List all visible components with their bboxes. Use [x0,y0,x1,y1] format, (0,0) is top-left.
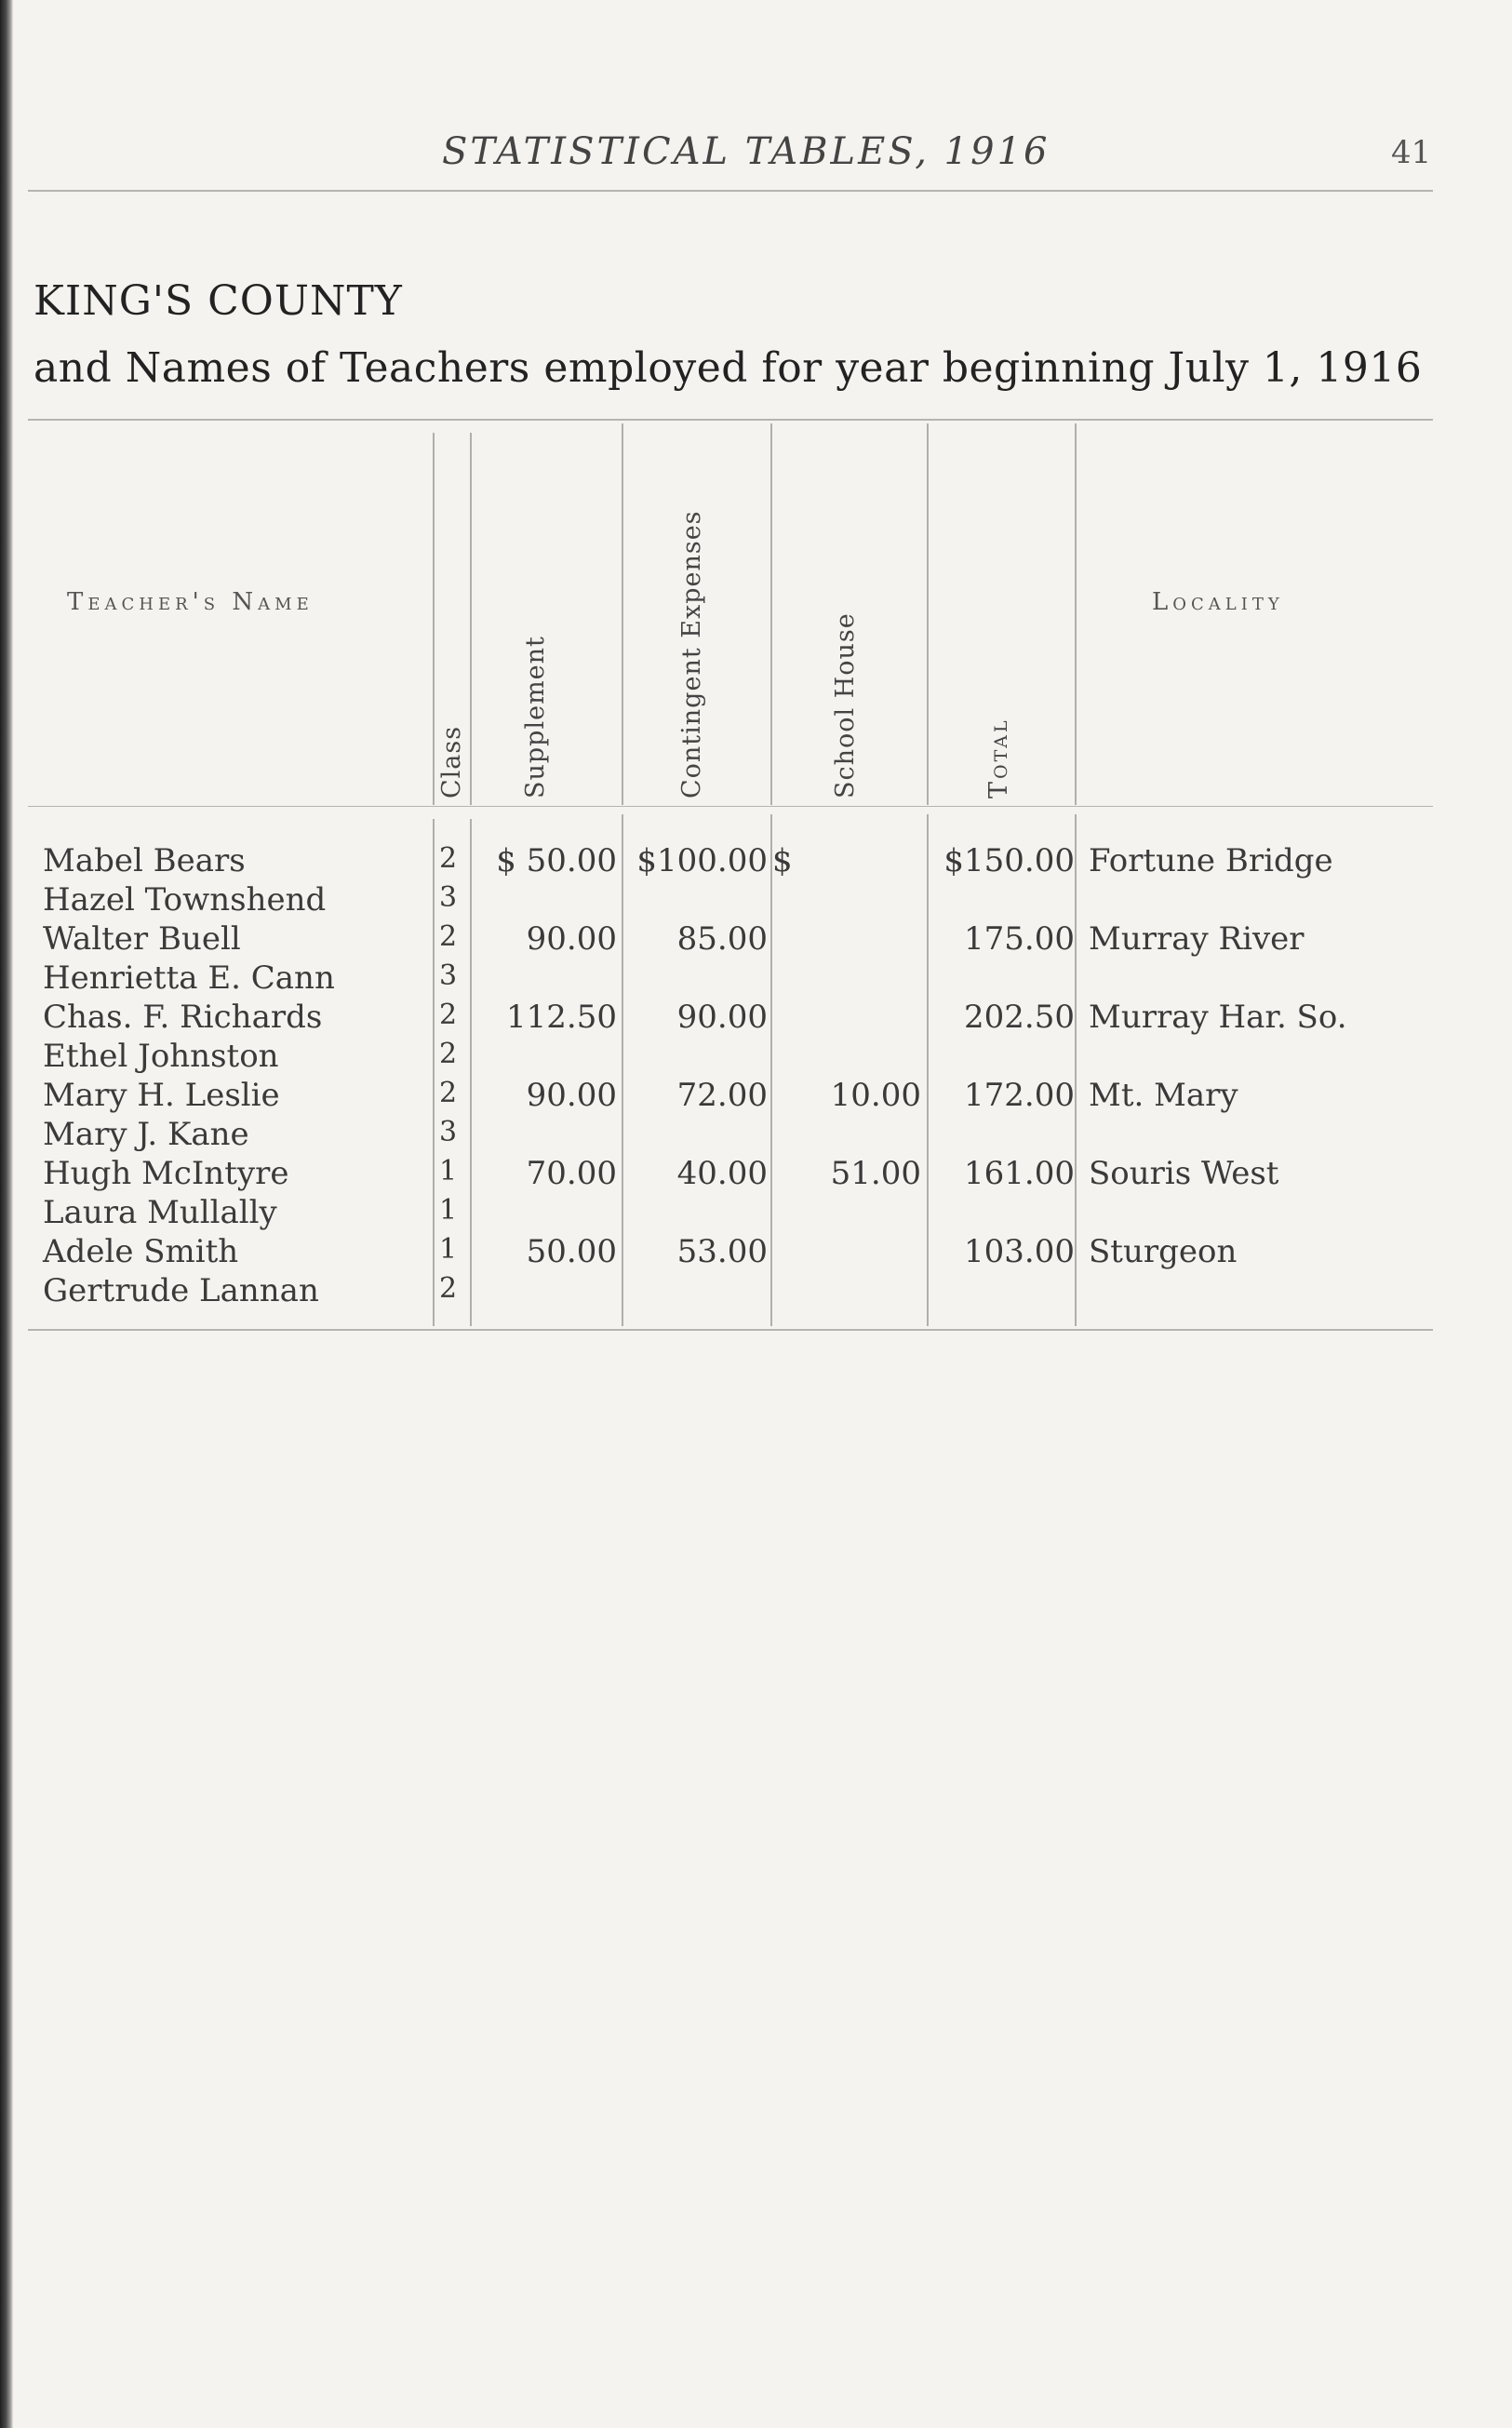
teacher-name: Henrietta E. Cann [43,959,335,997]
class-value: 3 [439,959,458,992]
teacher-name: Hazel Townshend [43,881,327,919]
county-title: KING'S COUNTY [33,277,403,325]
table-row [0,920,1512,959]
table-row [0,1038,1512,1077]
running-title: STATISTICAL TABLES, 1916 [442,130,1050,173]
contingent-value: 40.00 [676,1155,768,1192]
locality-value: Fortune Bridge [1089,842,1333,879]
table-row [0,1272,1512,1311]
teacher-name: Mary J. Kane [43,1116,249,1153]
table-row [0,881,1512,920]
teacher-name: Gertrude Lannan [43,1272,319,1309]
teacher-name: Laura Mullally [43,1194,277,1231]
supplement-value: 70.00 [526,1155,617,1192]
contingent-value: 72.00 [676,1077,768,1114]
table-row [0,1194,1512,1233]
class-value: 2 [439,1038,458,1070]
teacher-name: Ethel Johnston [43,1038,279,1075]
column-divider [433,433,435,805]
column-divider [1075,423,1077,805]
class-value: 2 [439,1272,458,1305]
table-row [0,1116,1512,1155]
total-value: 161.00 [964,1155,1075,1192]
teacher-name: Adele Smith [43,1233,239,1270]
class-value: 1 [439,1233,458,1266]
class-value: 2 [439,920,458,953]
column-divider [622,423,623,805]
table-subtitle: and Names of Teachers employed for year beginning July 1, 1916 [33,344,1423,392]
locality-value: Mt. Mary [1089,1077,1238,1114]
table-row [0,1077,1512,1116]
header-rule [28,190,1433,192]
locality-value: Souris West [1089,1155,1279,1192]
total-value: 202.50 [964,999,1075,1036]
header-teacher-name: Teacher's Name [67,588,314,616]
school-house-value: 10.00 [830,1077,921,1114]
header-bottom-rule [28,806,1433,807]
teacher-name: Chas. F. Richards [43,999,323,1036]
locality-value: Murray Har. So. [1089,999,1347,1036]
supplement-value: 112.50 [506,999,617,1036]
class-value: 1 [439,1194,458,1227]
class-value: 3 [439,881,458,914]
table-row [0,959,1512,999]
class-value: 2 [439,999,458,1031]
title-rule [28,419,1433,421]
total-value: 175.00 [964,920,1075,958]
header-class: Class [437,725,466,798]
total-value: $150.00 [943,842,1075,879]
table-bottom-rule [28,1329,1433,1331]
header-supplement: Supplement [521,636,550,798]
table-row [0,1233,1512,1272]
teacher-name: Walter Buell [43,920,241,958]
class-value: 2 [439,1077,458,1109]
column-divider [470,433,472,805]
table-row [0,842,1512,881]
locality-value: Sturgeon [1089,1233,1238,1270]
contingent-value: 90.00 [676,999,768,1036]
page-number: 41 [1391,134,1432,171]
school-house-value: $ [772,842,793,879]
supplement-value: 50.00 [526,1233,617,1270]
table-row [0,1155,1512,1194]
class-value: 1 [439,1155,458,1187]
supplement-value: 90.00 [526,920,617,958]
header-total: Total [984,718,1013,798]
locality-value: Murray River [1089,920,1305,958]
teacher-name: Mabel Bears [43,842,246,879]
contingent-value: 53.00 [676,1233,768,1270]
teacher-name: Mary H. Leslie [43,1077,280,1114]
class-value: 3 [439,1116,458,1148]
school-house-value: 51.00 [830,1155,921,1192]
total-value: 103.00 [964,1233,1075,1270]
column-divider [770,423,772,805]
class-value: 2 [439,842,458,875]
running-head [0,130,1512,186]
table-row [0,999,1512,1038]
total-value: 172.00 [964,1077,1075,1114]
contingent-value: $100.00 [636,842,768,879]
contingent-value: 85.00 [676,920,768,958]
teacher-name: Hugh McIntyre [43,1155,289,1192]
column-divider [927,423,929,805]
header-locality: Locality [1152,588,1284,616]
supplement-value: 90.00 [526,1077,617,1114]
supplement-value: $ 50.00 [496,842,617,879]
header-school-house: School House [831,612,860,798]
header-contingent-expenses: Contingent Expenses [677,510,706,798]
